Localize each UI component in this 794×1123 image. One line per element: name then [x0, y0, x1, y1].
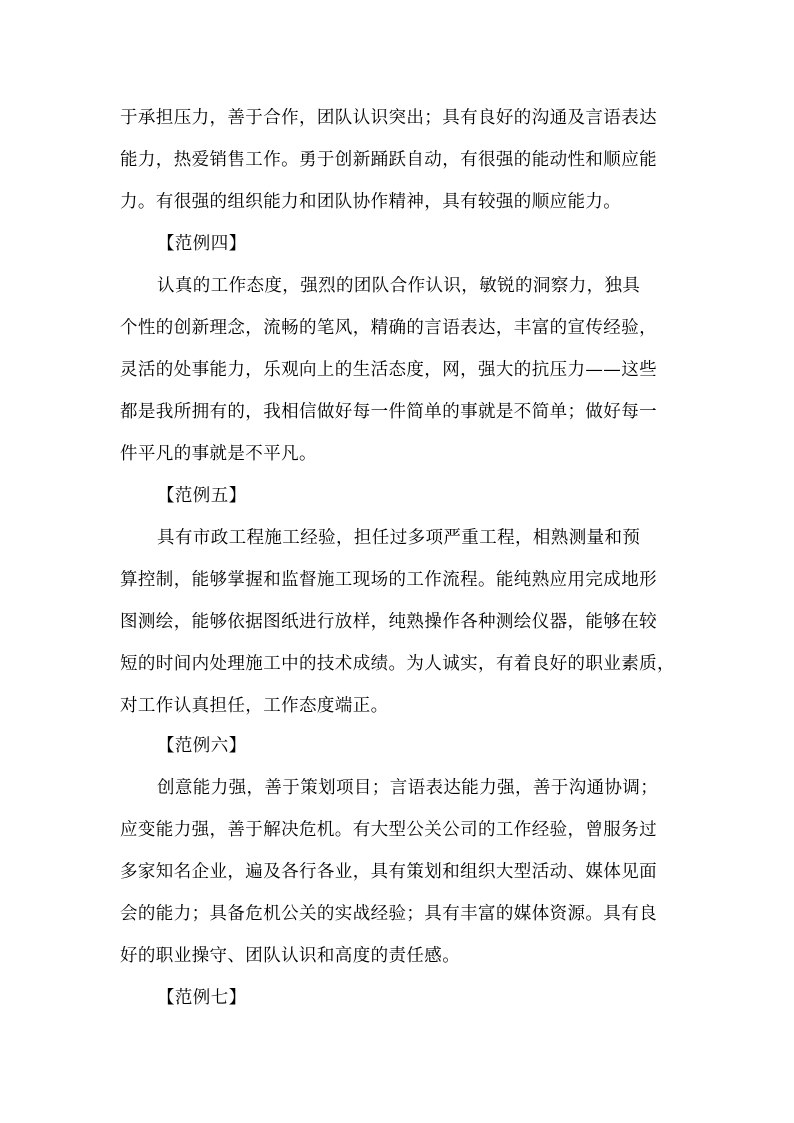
paragraph-line: 具有市政工程施工经验，担任过多项严重工程，相熟测量和预: [157, 528, 641, 548]
paragraph-line: 图测绘，能够依据图纸进行放样，纯熟操作各种测绘仪器，能够在较: [120, 612, 657, 632]
paragraph-line: 创意能力强，善于策划项目；言语表达能力强，善于沟通协调；: [157, 778, 659, 798]
paragraph-line: 短的时间内处理施工中的技术成绩。为人诚实，有着良好的职业素质，: [120, 654, 675, 674]
section-heading: 【范例四】: [157, 234, 247, 254]
paragraph-line: 力。有很强的组织能力和团队协作精神，具有较强的顺应能力。: [120, 192, 622, 212]
paragraph-line: 认真的工作态度，强烈的团队合作认识，敏锐的洞察力，独具: [157, 276, 641, 296]
paragraph-line: 应变能力强，善于解决危机。有大型公关公司的工作经验，曾服务过: [120, 820, 657, 840]
paragraph-line: 好的职业操守、团队认识和高度的责任感。: [120, 946, 461, 966]
paragraph-line: 件平凡的事就是不平凡。: [120, 444, 317, 464]
paragraph-line: 对工作认真担任，工作态度端正。: [120, 696, 389, 716]
paragraph-line: 多家知名企业，遍及各行各业，具有策划和组织大型活动、媒体见面: [120, 862, 657, 882]
section-heading: 【范例六】: [157, 736, 247, 756]
section-heading: 【范例五】: [157, 486, 247, 506]
paragraph-line: 都是我所拥有的，我相信做好每一件简单的事就是不简单；做好每一: [120, 402, 657, 422]
section-heading: 【范例七】: [157, 988, 247, 1008]
paragraph-line: 个性的创新理念，流畅的笔风，精确的言语表达，丰富的宣传经验，: [120, 318, 657, 338]
paragraph-line: 算控制，能够掌握和监督施工现场的工作流程。能纯熟应用完成地形: [120, 570, 657, 590]
paragraph-line: 灵活的处事能力，乐观向上的生活态度，网，强大的抗压力——这些: [120, 360, 657, 380]
paragraph-line: 于承担压力，善于合作，团队认识突出；具有良好的沟通及言语表达: [120, 108, 657, 128]
paragraph-line: 会的能力；具备危机公关的实战经验；具有丰富的媒体资源。具有良: [120, 904, 657, 924]
paragraph-line: 能力，热爱销售工作。勇于创新踊跃自动，有很强的能动性和顺应能: [120, 150, 657, 170]
